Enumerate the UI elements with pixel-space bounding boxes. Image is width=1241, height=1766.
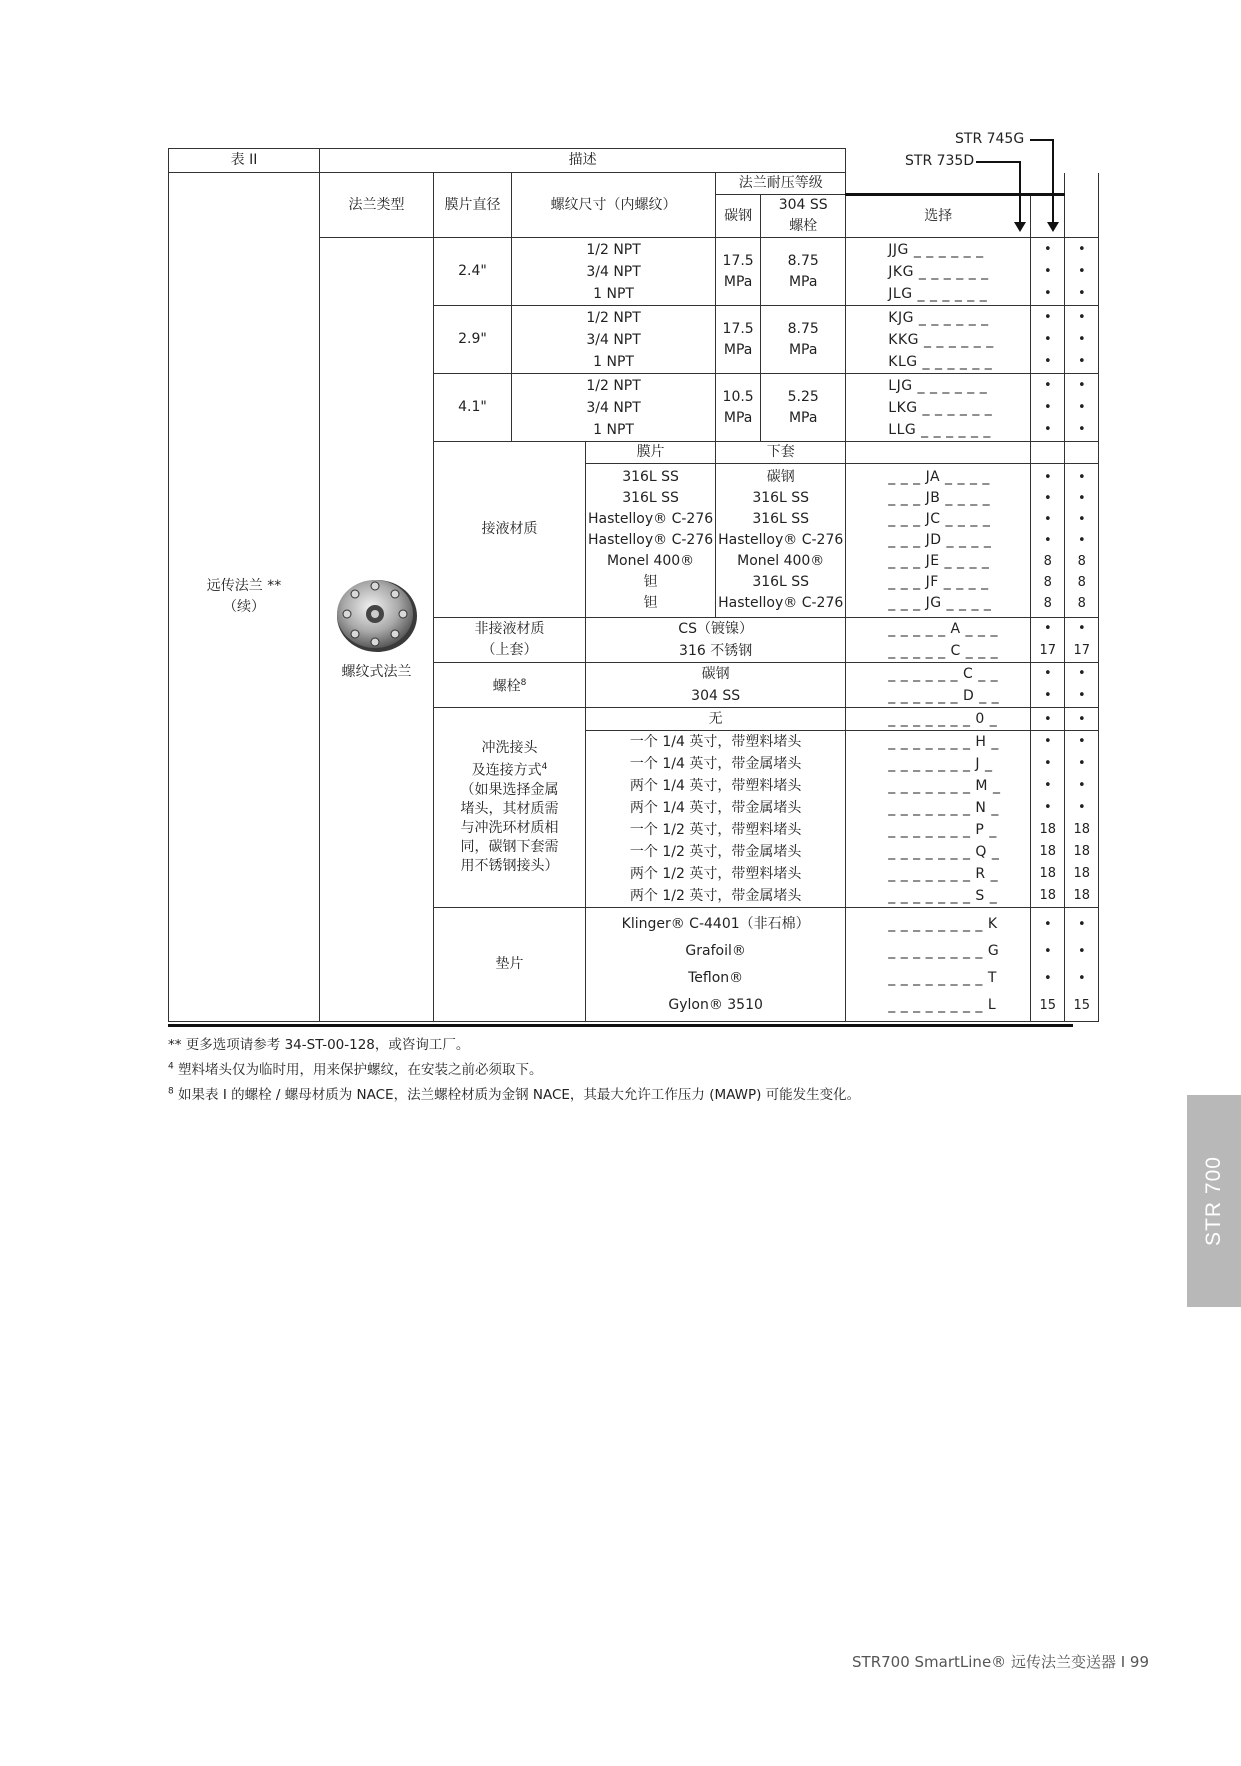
selection-codes: _ _ _ _ _ _ _ H _ _ _ _ _ _ _ _ J _ _ _ _ _ _ _ _ M _ _ _ _ _ _ _ _ N _ _ _ _ _ _ _ _ P _ _ _ _ _ _ _ _ Q _ _ _ _ _ _ _ _ R _ _ _ _ _ _ _ _ S _: [846, 731, 1031, 908]
diaphragm-col-header: 膜片: [586, 442, 716, 464]
selection-codes: _ _ _ _ _ _ _ _ K _ _ _ _ _ _ _ _ G _ _ _ _ _ _ _ _ T _ _ _ _ _ _ _ _ L: [846, 908, 1031, 1022]
availability-745g: • • •: [1065, 306, 1099, 374]
ss304-bolt-header: 304 SS 螺栓: [761, 195, 846, 238]
diaphragm-dia-value: 4.1": [434, 374, 512, 442]
footnote-plastic-plug: $^4$ 塑料堵头仅为临时用，用来保护螺纹，在安装之前必须取下。: [168, 1061, 543, 1078]
flange-spec-table: 表 II 描述 远传法兰 ** （续） 法兰类型 膜片直径 螺纹尺寸（内螺纹） 法兰耐压等级 碳钢 304 SS 螺栓 选择 螺纹式法兰 2.4" 1/2 NPT 3/4 NPT 1 NPT 17.5 MPa 8.75 MPa JJG _ _ _ _ _ _ JKG _ _ _ _ _ _ JLG _ _ _ _ _ _ • • • • • • 2.9" 1/2 NPT 3/4 NPT 1 NPT 17.5 MPa 8.75 MPa KJG _ _ _ _ _ _ KKG _ _ _ _ _ _ KLG _ _ _ _ _ _ • • • • • • 4.1" 1/2 NPT 3/4 NPT 1 NPT 10.5 MPa 5.25 MPa LJG _ _ _ _ _ _ LKG _ _ _ _ _ _ LLG _ _ _ _ _ _ • • • • • • 接液材质 膜片 下套 316L SS 316L SS Hastelloy® C-276 Hastelloy® C-276 Monel 400® 钽 钽 碳钢 316L SS 316L SS Hastelloy® C-276 Monel 400® 316L SS Hastelloy® C-276 _ _ _ JA _ _ _ _ _ _ _ JB _ _ _ _ _ _ _ JC _ _ _ _ _ _ _ JD _ _ _ _ _ _ _ JE _ _ _ _ _ _ _ JF _ _ _ _ _ _ _ JG _ _ _ _ • • • • 8 8 8 • • • • 8 8 8 非接液材质 （上套） CS（镀镍） 316 不锈钢 _ _ _ _ _ A _ _ _ _ _ _ _ _ C _ _ _ • 17 • 17 螺栓$^8$ 碳钢 304 SS _ _ _ _ _ _ C _ _ _ _ _ _ _ _ D _ _ • • • • 冲洗接头 及连接方式$^4$ （如果选择金属 堵头，其材质需 与冲洗环材质相 同，碳钢下套需 用不锈钢接头） 无 _ _ _ _ _ _ _ 0 _ • • 一个 1/4 英寸，带塑料堵头 一个 1/4 英寸，带金属堵头 两个 1/4 英寸，带塑料堵头 两个 1/4 英寸，带金属堵头 一个 1/2 英寸，带塑料堵头 一个 1/2 英寸，带金属堵头 两个 1/2 英寸，带塑料堵头 两个 1/2 英寸，带金属堵头 _ _ _ _ _ _ _ H _ _ _ _ _ _ _ _ J _ _ _ _ _ _ _ _ M _ _ _ _ _ _ _ _ N _ _ _ _ _ _ _ _ P _ _ _ _ _ _ _ _ Q _ _ _ _ _ _ _ _ R _ _ _ _ _ _ _ _ S _ • • • • 18 18 18 18 • • • • 18 18 18 18 垫片 Klinger® C-4401（非石棉） Grafoil® Teflon® Gylon® 3510 _ _ _ _ _ _ _ _ K _ _ _ _ _ _ _ _ G _ _ _ _ _ _ _ _ T _ _ _ _ _ _ _ _ L • • • 15 • • • 15: [168, 148, 1099, 1022]
description-header: 描述: [320, 149, 846, 173]
selection-codes: _ _ _ _ _ A _ _ _ _ _ _ _ _ C _ _ _: [846, 618, 1031, 663]
availability-745g: • •: [1065, 663, 1099, 708]
wetted-material-label: 接液材质: [434, 442, 586, 618]
availability-745g: • • •: [1065, 238, 1099, 306]
flush-options-list: 一个 1/4 英寸，带塑料堵头 一个 1/4 英寸，带金属堵头 两个 1/4 英寸，带塑料堵头 两个 1/4 英寸，带金属堵头 一个 1/2 英寸，带塑料堵头 一个 1/2 英寸，带金属堵头 两个 1/2 英寸，带塑料堵头 两个 1/2 英寸，带金属堵头: [586, 731, 846, 908]
model-label-str735d: STR 735D: [905, 153, 975, 169]
section-side-tab: STR 700: [1187, 1095, 1241, 1307]
threaded-flange-label: 螺纹式法兰: [341, 664, 412, 680]
availability-745g: • • •: [1065, 374, 1099, 442]
size-row: 2.9" 1/2 NPT 3/4 NPT 1 NPT 17.5 MPa 8.75 MPa KJG _ _ _ _ _ _ KKG _ _ _ _ _ _ KLG _ _ _ _ _ _ • • • • • •: [169, 306, 1099, 374]
availability-745g: • • • • 18 18 18 18: [1065, 731, 1099, 908]
footnote-nace-bolts: $^8$ 如果表 I 的螺栓 / 螺母材质为 NACE，法兰螺栓材质为金钢 NACE，其最大允许工作压力 (MAWP) 可能发生变化。: [168, 1086, 861, 1103]
selection-codes: JJG _ _ _ _ _ _ JKG _ _ _ _ _ _ JLG _ _ _ _ _ _: [846, 238, 1031, 306]
diaphragm-dia-value: 2.9": [434, 306, 512, 374]
threaded-flange-cell: [320, 238, 434, 1022]
footnote-more-options: ** 更多选项请参考 34-ST-00-128，或咨询工厂。: [168, 1037, 470, 1053]
availability-745g: • • • 15: [1065, 908, 1099, 1022]
diaphragm-dia-header: 膜片直径: [434, 173, 512, 238]
selection-codes: KJG _ _ _ _ _ _ KKG _ _ _ _ _ _ KLG _ _ _ _ _ _: [846, 306, 1031, 374]
availability-735d: • • • • 18 18 18 18: [1031, 731, 1065, 908]
selection-codes: LJG _ _ _ _ _ _ LKG _ _ _ _ _ _ LLG _ _ _ _ _ _: [846, 374, 1031, 442]
table-bottom-rule: [168, 1024, 1073, 1027]
wetted-lower-list: 碳钢 316L SS 316L SS Hastelloy® C-276 Monel 400® 316L SS Hastelloy® C-276: [716, 464, 846, 618]
diaphragm-dia-value: 2.4": [434, 238, 512, 306]
bolts-list: 碳钢 304 SS: [586, 663, 846, 708]
availability-735d: • • •: [1031, 238, 1065, 306]
flange-type-header: 法兰类型: [320, 173, 434, 238]
availability-735d: • • • • 8 8 8: [1031, 464, 1065, 618]
gasket-label: 垫片: [434, 908, 586, 1022]
selection-codes: _ _ _ _ _ _ C _ _ _ _ _ _ _ _ D _ _: [846, 663, 1031, 708]
availability-745g: • • • • 8 8 8: [1065, 464, 1099, 618]
flush-label: 冲洗接头 及连接方式$^4$ （如果选择金属 堵头，其材质需 与冲洗环材质相 同，碳钢下套需 用不锈钢接头）: [434, 708, 586, 908]
availability-735d: • • •: [1031, 374, 1065, 442]
nonwetted-list: CS（镀镍） 316 不锈钢: [586, 618, 846, 663]
availability-735d: • • • 15: [1031, 908, 1065, 1022]
size-row: 4.1" 1/2 NPT 3/4 NPT 1 NPT 10.5 MPa 5.25 MPa LJG _ _ _ _ _ _ LKG _ _ _ _ _ _ LLG _ _ _ _ _ _ • • • • • •: [169, 374, 1099, 442]
nonwetted-label: 非接液材质 （上套）: [434, 618, 586, 663]
lower-housing-col-header: 下套: [716, 442, 846, 464]
size-row: 螺纹式法兰 2.4" 1/2 NPT 3/4 NPT 1 NPT 17.5 MPa 8.75 MPa JJG _ _ _ _ _ _ JKG _ _ _ _ _ _ JLG _ _ _ _ _ _ • • • • • •: [169, 238, 1099, 306]
pressure-rating-header: 法兰耐压等级: [716, 173, 846, 195]
table-id-cell: 表 II: [169, 149, 320, 173]
availability-745g: • 17: [1065, 618, 1099, 663]
bolts-label: 螺栓$^8$: [434, 663, 586, 708]
availability-735d: • • •: [1031, 306, 1065, 374]
availability-735d: • •: [1031, 663, 1065, 708]
threaded-flange-icon: [334, 576, 420, 654]
carbon-steel-header: 碳钢: [716, 195, 761, 238]
wetted-diaphragm-list: 316L SS 316L SS Hastelloy® C-276 Hastelloy® C-276 Monel 400® 钽 钽: [586, 464, 716, 618]
gasket-list: Klinger® C-4401（非石棉） Grafoil® Teflon® Gylon® 3510: [586, 908, 846, 1022]
selection-header: 选择: [846, 195, 1031, 238]
remote-flange-label: 远传法兰 ** （续）: [169, 173, 320, 1022]
selection-codes: _ _ _ JA _ _ _ _ _ _ _ JB _ _ _ _ _ _ _ JC _ _ _ _ _ _ _ JD _ _ _ _ _ _ _ JE _ _ _ _ _ _ _ JF _ _ _ _ _ _ _ JG _ _ _ _: [846, 464, 1031, 618]
availability-735d: • 17: [1031, 618, 1065, 663]
selection-codes: _ _ _ _ _ _ _ 0 _: [846, 708, 1031, 731]
arrow-line-745g-h: [1030, 139, 1054, 141]
page-footer: STR700 SmartLine® 远传法兰变送器 I 99: [852, 1653, 1149, 1671]
model-label-str745g: STR 745G: [955, 131, 1025, 147]
thread-size-header: 螺纹尺寸（内螺纹）: [512, 173, 716, 238]
